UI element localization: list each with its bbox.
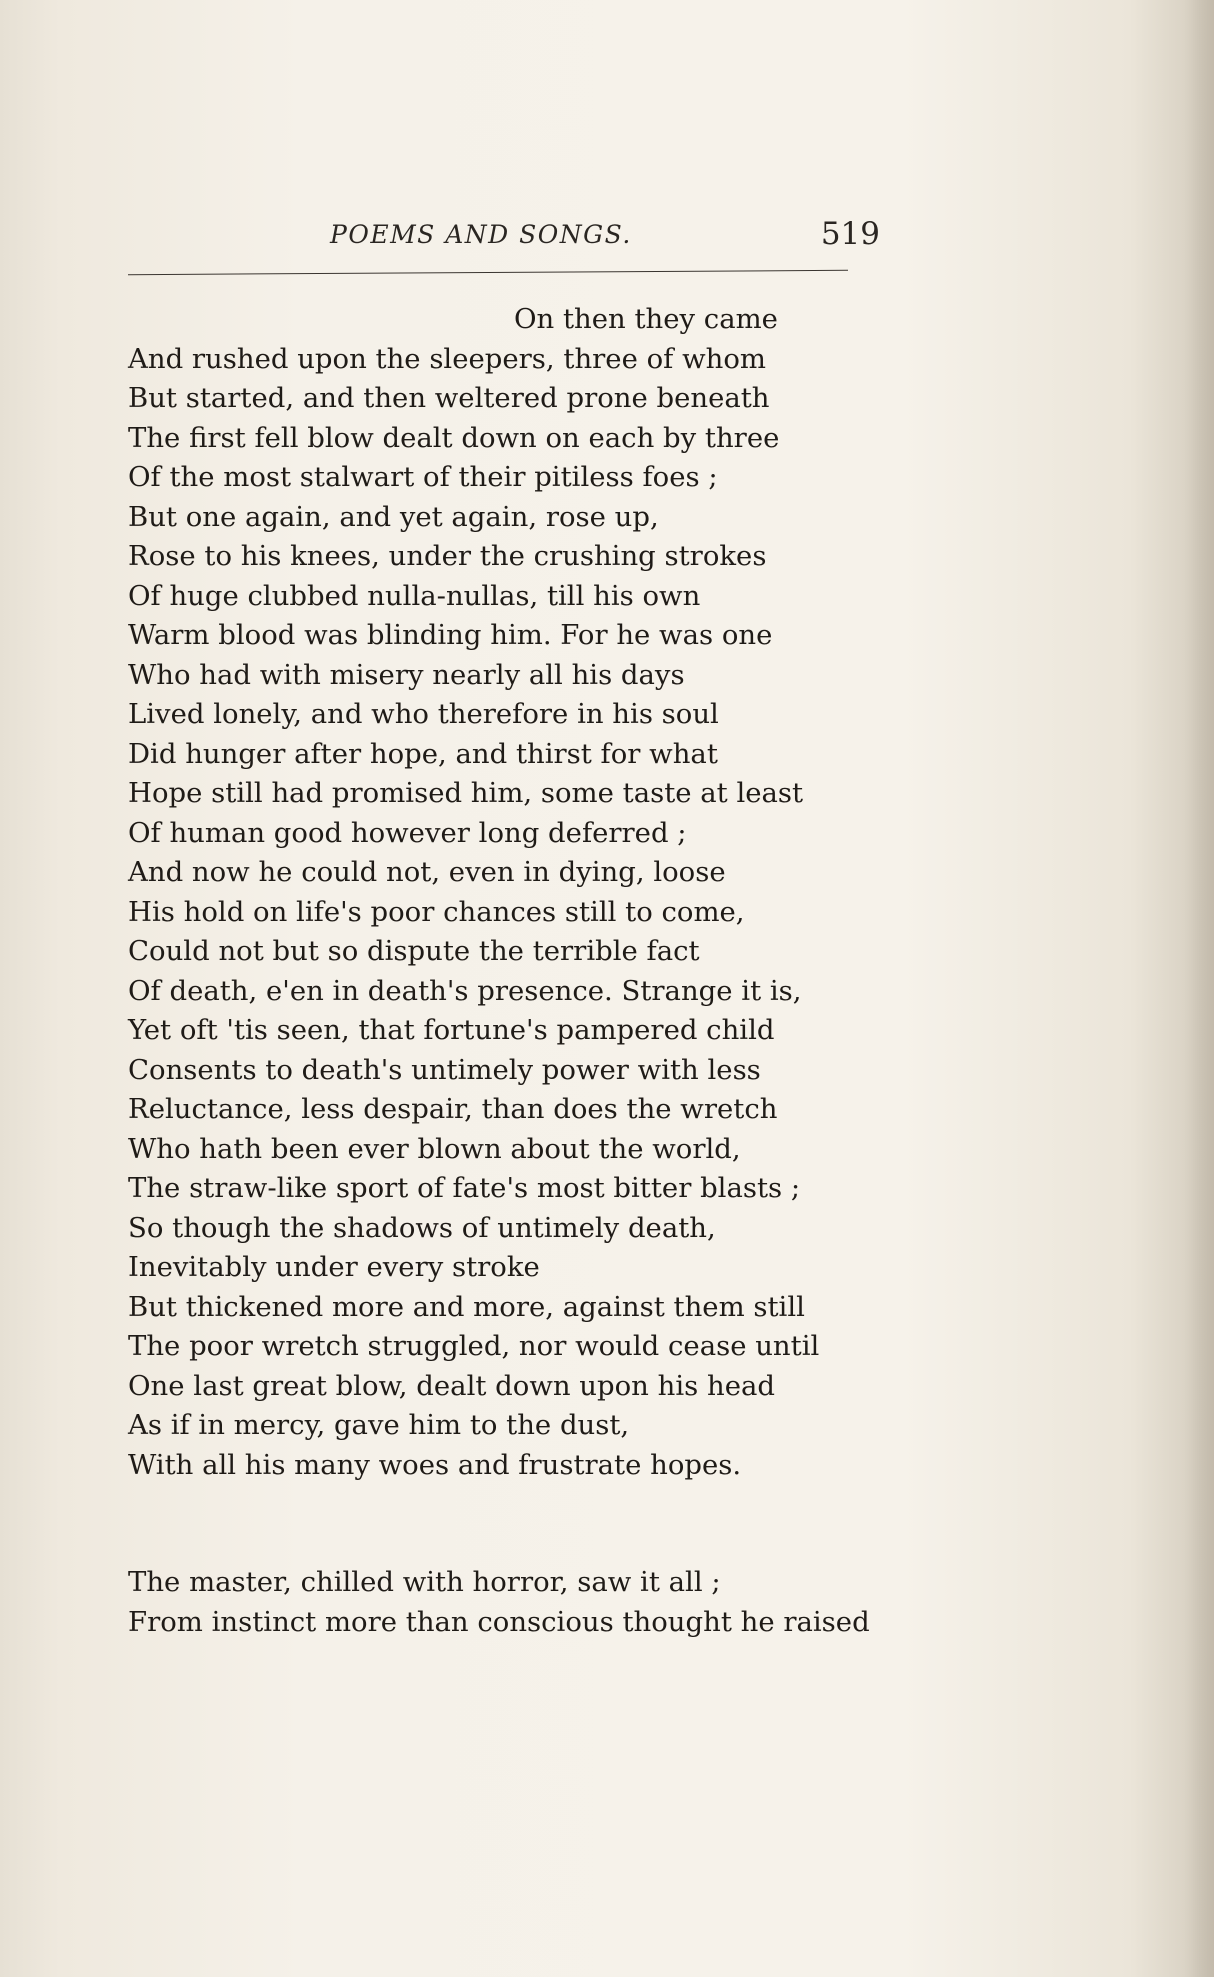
poem-line: And now he could not, even in dying, loose xyxy=(128,856,726,888)
poem-line: As if in mercy, gave him to the dust, xyxy=(128,1409,630,1441)
poem-line: From instinct more than conscious thought he raised xyxy=(128,1605,870,1638)
poem-line: His hold on life's poor chances still to come, xyxy=(128,895,745,928)
running-title: POEMS AND SONGS. xyxy=(330,220,632,249)
poem-line: Reluctance, less despair, than does the wretch xyxy=(128,1093,778,1125)
poem-line: Of the most stalwart of their pitiless foes ; xyxy=(128,461,718,493)
poem-line: With all his many woes and frustrate hopes. xyxy=(128,1448,742,1481)
poem-line: And rushed upon the sleepers, three of whom xyxy=(128,342,766,375)
poem-text xyxy=(128,300,908,1642)
poem-line: Rose to his knees, under the crushing strokes xyxy=(128,540,767,572)
stanza-break xyxy=(128,1485,908,1563)
poem-line: Could not but so dispute the terrible fact xyxy=(128,935,700,967)
poem-line: One last great blow, dealt down upon his head xyxy=(128,1369,775,1402)
poem-line: But thickened more and more, against them still xyxy=(128,1290,805,1323)
poem-line: Who had with misery nearly all his days xyxy=(128,658,685,691)
poem-line: Of huge clubbed nulla-nullas, till his own xyxy=(128,579,701,612)
poem-line: On then they came xyxy=(514,303,778,335)
poem-line: The straw-like sport of fate's most bitter blasts ; xyxy=(128,1172,801,1204)
poem-line: Warm blood was blinding him. For he was one xyxy=(128,619,773,651)
poem-line: But one again, and yet again, rose up, xyxy=(128,500,659,533)
poem-line: Of death, e'en in death's presence. Strange it is, xyxy=(128,974,802,1007)
poem-line: Yet oft 'tis seen, that fortune's pampered child xyxy=(128,1014,775,1046)
header-rule xyxy=(128,270,848,275)
poem-line: Of human good however long deferred ; xyxy=(128,816,687,849)
poem-line: Hope still had promised him, some taste at least xyxy=(128,777,804,809)
poem-line: Consents to death's untimely power with less xyxy=(128,1053,761,1086)
poem-line: But started, and then weltered prone beneath xyxy=(128,382,770,414)
page-header xyxy=(128,212,880,268)
poem-line: So though the shadows of untimely death, xyxy=(128,1211,716,1244)
poem-line: The first fell blow dealt down on each by three xyxy=(128,421,780,454)
page-number: 519 xyxy=(820,216,880,252)
poem-line: Did hunger after hope, and thirst for what xyxy=(128,737,718,770)
poem-line: Inevitably under every stroke xyxy=(128,1251,540,1283)
poem-line: The poor wretch struggled, nor would cease until xyxy=(128,1330,820,1362)
page-edge-shadow xyxy=(1184,0,1214,1977)
poem-line: The master, chilled with horror, saw it all ; xyxy=(128,1566,721,1598)
poem-line: Lived lonely, and who therefore in his soul xyxy=(128,698,719,730)
poem-line: Who hath been ever blown about the world, xyxy=(128,1132,741,1165)
